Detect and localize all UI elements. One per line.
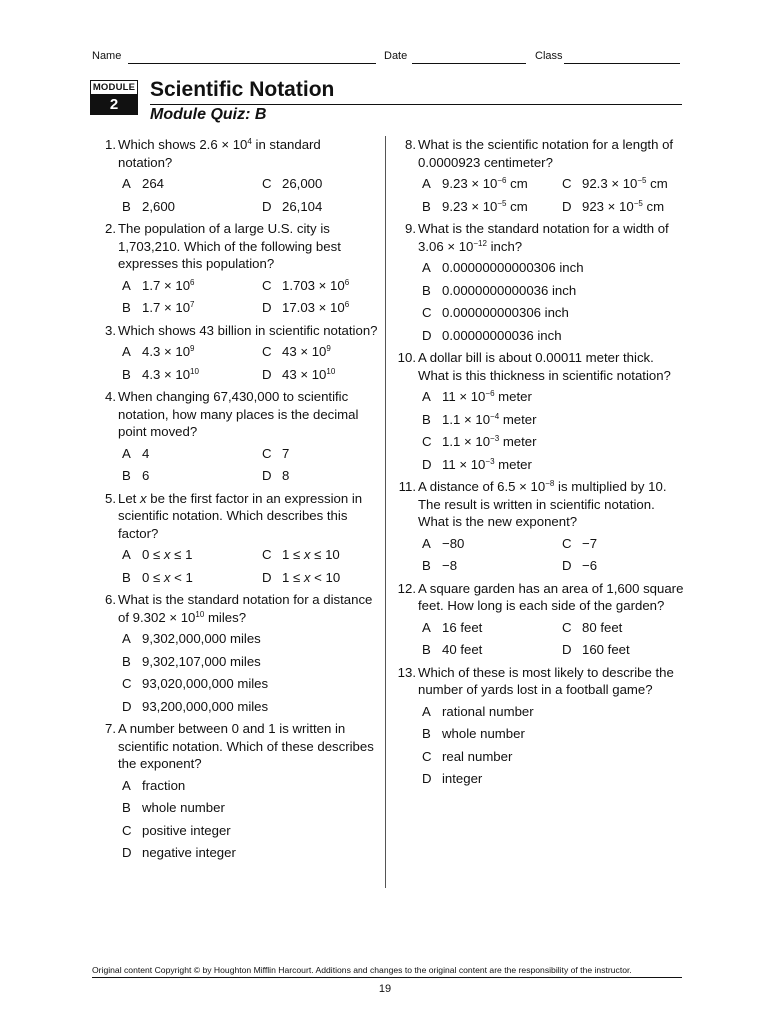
option-text: $1.7 \times 10^6$	[142, 277, 195, 293]
page-number: 19	[378, 983, 392, 995]
option-text: 93,020,000,000 miles	[142, 676, 269, 691]
option-text: $4.3 \times 10^9$	[142, 344, 195, 359]
option-letter: C	[262, 547, 272, 562]
option-text: 1 ≤ x < 10	[282, 569, 341, 585]
option-letter: C	[562, 176, 572, 191]
option-letter: C	[122, 676, 132, 691]
answer-option-c[interactable]	[262, 175, 378, 193]
option-text: 26,000	[282, 176, 323, 191]
option-letter: D	[562, 558, 572, 573]
option-letter: A	[122, 777, 131, 793]
option-letter: A	[422, 535, 431, 551]
answer-option-d[interactable]	[122, 698, 378, 716]
option-text: whole number	[142, 800, 225, 815]
option-text: 1 ≤ x ≤ 10	[282, 547, 340, 562]
option-text: $4.3 \times 10^{10}$	[142, 366, 199, 382]
answer-options	[118, 630, 378, 715]
copyright-footer: Original content Copyright © by Houghton Mifflin Harcourt. Additions and changes to the original content are the responsibility of the instructor.	[92, 965, 632, 975]
answer-options	[418, 388, 686, 473]
option-text: $1.1 \times 10^{-4}$ meter	[442, 411, 537, 427]
option-text: whole number	[442, 726, 525, 741]
option-letter: B	[422, 558, 431, 573]
option-text: 93,200,000,000 miles	[142, 698, 269, 714]
option-text: positive integer	[142, 822, 231, 838]
answer-option-b[interactable]	[122, 366, 262, 384]
name-line[interactable]	[128, 63, 376, 64]
answer-option-b[interactable]	[422, 557, 562, 575]
option-text: 9,302,107,000 miles	[142, 653, 261, 669]
question-number: 12.	[397, 580, 416, 596]
option-text: real number	[442, 748, 513, 764]
option-letter: A	[122, 277, 131, 293]
option-letter: B	[422, 282, 431, 298]
answer-option-a[interactable]	[422, 388, 686, 406]
answer-option-a[interactable]	[122, 546, 262, 564]
option-text: $17.03 \times 10^6$	[282, 300, 350, 315]
class-label: Class	[535, 50, 563, 62]
question-number: 7.	[105, 721, 116, 736]
option-letter: B	[122, 300, 131, 315]
class-line[interactable]	[564, 63, 680, 64]
answer-option-b[interactable]	[422, 725, 686, 743]
answer-option-c[interactable]	[262, 546, 378, 564]
option-text: 4	[142, 445, 150, 461]
title-rule	[150, 104, 682, 105]
question-text: A number between 0 and 1 is written in scientific notation. Which of these describes the exponent?	[118, 721, 374, 771]
answer-option-a[interactable]	[122, 175, 262, 193]
option-text: 0.00000000036 inch	[442, 327, 562, 343]
option-letter: D	[422, 456, 432, 472]
question-3	[96, 322, 378, 384]
answer-option-d[interactable]	[562, 557, 686, 575]
question-text: A dollar bill is about 0.00011 meter thick. What is this thickness in scientific notation?	[418, 350, 671, 383]
option-text: 40 feet	[442, 642, 483, 657]
option-letter: D	[262, 366, 272, 382]
question-text: When changing 67,430,000 to scientific notation, how many places is the decimal point moved?	[118, 389, 359, 439]
option-letter: B	[122, 569, 131, 585]
answer-option-c[interactable]	[562, 535, 686, 553]
question-number: 3.	[105, 322, 116, 338]
question-number: 4.	[105, 389, 116, 404]
option-letter: D	[122, 698, 132, 714]
answer-option-a[interactable]	[122, 630, 378, 648]
page-subtitle: Module Quiz: B	[150, 106, 267, 123]
option-text: $43 \times 10^9$	[282, 344, 331, 359]
answer-option-b[interactable]	[122, 653, 378, 671]
option-text: 0.0000000000036 inch	[442, 282, 577, 298]
option-letter: D	[262, 468, 272, 483]
option-text: 6	[142, 468, 150, 483]
answer-option-d[interactable]	[262, 366, 378, 384]
option-letter: C	[262, 344, 272, 359]
option-text: $1.1 \times 10^{-3}$ meter	[442, 434, 537, 449]
question-text: Which shows 43 billion in scientific notation?	[118, 322, 378, 338]
option-letter: A	[122, 631, 131, 646]
option-letter: C	[562, 535, 572, 551]
option-text: fraction	[142, 777, 186, 793]
option-letter: C	[422, 748, 432, 764]
answer-option-b[interactable]	[122, 467, 262, 485]
answer-option-b[interactable]	[122, 569, 262, 587]
option-text: $9.23 \times 10^{-6}$ cm	[442, 176, 528, 191]
left-column	[96, 136, 378, 867]
answer-options	[118, 175, 378, 215]
option-letter: A	[422, 176, 431, 191]
question-number: 5.	[105, 490, 116, 506]
question-number: 2.	[105, 221, 116, 236]
answer-option-d[interactable]	[262, 467, 378, 485]
option-letter: D	[262, 300, 272, 315]
question-6	[96, 591, 378, 715]
option-text: 264	[142, 176, 165, 191]
question-number: 9.	[405, 221, 416, 236]
answer-option-a[interactable]	[122, 445, 262, 463]
answer-option-c[interactable]	[562, 619, 686, 637]
option-letter: B	[122, 198, 131, 214]
option-letter: D	[562, 198, 572, 214]
option-text: integer	[442, 771, 483, 786]
option-letter: A	[422, 703, 431, 719]
option-text: 16 feet	[442, 619, 483, 635]
answer-option-d[interactable]	[422, 327, 686, 345]
question-text: A distance of $6.5 \times 10^{-8}$ is multiplied by 10. The result is written in scientific notation. What is the new exponent?	[418, 479, 667, 529]
option-letter: A	[122, 445, 131, 461]
question-number: 11.	[398, 479, 416, 494]
option-letter: B	[122, 800, 131, 815]
answer-option-c[interactable]	[122, 675, 378, 693]
option-text: $1.703 \times 10^6$	[282, 277, 350, 293]
module-label: MODULE	[90, 80, 138, 95]
option-letter: B	[122, 653, 131, 669]
answer-option-a[interactable]	[422, 703, 686, 721]
option-text: 0 ≤ x ≤ 1	[142, 547, 193, 562]
answer-option-b[interactable]	[422, 411, 686, 429]
option-letter: B	[422, 642, 431, 657]
question-number: 1.	[105, 137, 116, 152]
option-text: $92.3 \times 10^{-5}$ cm	[582, 176, 668, 191]
option-text: 160 feet	[582, 642, 630, 657]
question-1	[96, 136, 378, 215]
option-letter: B	[422, 726, 431, 741]
option-letter: A	[122, 176, 131, 191]
answer-options	[118, 277, 378, 317]
option-letter: C	[262, 277, 272, 293]
option-text: 0.000000000306 inch	[442, 305, 569, 320]
option-text: rational number	[442, 703, 534, 719]
answer-option-d[interactable]	[422, 456, 686, 474]
question-12	[396, 580, 686, 659]
question-8	[396, 136, 686, 215]
answer-option-b[interactable]	[122, 198, 262, 216]
answer-option-d[interactable]	[262, 198, 378, 216]
answer-option-c[interactable]	[562, 175, 686, 193]
answer-options	[418, 619, 686, 659]
answer-options	[418, 703, 686, 788]
module-badge	[90, 80, 138, 118]
answer-options	[118, 777, 378, 862]
answer-option-d[interactable]	[562, 198, 686, 216]
option-text: 80 feet	[582, 619, 623, 635]
option-letter: D	[122, 845, 132, 860]
option-text: −80	[442, 535, 465, 551]
option-text: 26,104	[282, 198, 323, 214]
name-label: Name	[92, 50, 122, 62]
option-letter: C	[262, 445, 272, 461]
page-title: Scientific Notation	[150, 78, 335, 101]
answer-option-a[interactable]	[422, 619, 562, 637]
option-text: 8	[282, 468, 290, 483]
question-number: 6.	[105, 592, 116, 607]
option-text: 0.00000000000306 inch	[442, 260, 584, 275]
option-letter: C	[422, 305, 432, 320]
option-letter: C	[422, 434, 432, 449]
question-10	[396, 349, 686, 473]
question-text: What is the standard notation for a distance of $9.302 \times 10^{10}$ miles?	[118, 592, 373, 625]
question-4	[96, 388, 378, 485]
date-line[interactable]	[412, 63, 526, 64]
answer-options	[118, 343, 378, 383]
answer-options	[418, 535, 686, 575]
option-text: $11 \times 10^{-3}$ meter	[442, 456, 532, 472]
option-letter: C	[122, 822, 132, 838]
option-text: $923 \times 10^{-5}$ cm	[582, 198, 665, 214]
right-column	[396, 136, 686, 793]
option-letter: A	[122, 547, 131, 562]
option-letter: A	[422, 619, 431, 635]
answer-option-b[interactable]	[122, 299, 262, 317]
question-number: 10.	[397, 350, 416, 365]
option-text: 9,302,000,000 miles	[142, 631, 261, 646]
option-letter: D	[562, 642, 572, 657]
question-9	[396, 220, 686, 344]
question-5	[96, 490, 378, 587]
option-letter: B	[422, 198, 431, 214]
question-7	[96, 720, 378, 862]
question-2	[96, 220, 378, 317]
answer-option-a[interactable]	[122, 777, 378, 795]
option-text: −8	[442, 558, 458, 573]
option-letter: D	[422, 771, 432, 786]
option-text: −6	[582, 558, 598, 573]
option-letter: A	[122, 344, 131, 359]
column-divider	[385, 136, 386, 888]
answer-option-b[interactable]	[422, 198, 562, 216]
option-text: 0 ≤ x < 1	[142, 569, 193, 585]
footer-rule	[92, 977, 682, 978]
option-text: negative integer	[142, 845, 236, 860]
answer-option-c[interactable]	[422, 433, 686, 451]
question-text: The population of a large U.S. city is 1,703,210. Which of the following best expresses this population?	[118, 221, 341, 271]
option-letter: D	[422, 327, 432, 343]
answer-option-a[interactable]	[122, 277, 262, 295]
answer-option-d[interactable]	[562, 641, 686, 659]
answer-option-c[interactable]	[262, 445, 378, 463]
option-letter: C	[562, 619, 572, 635]
answer-option-d[interactable]	[122, 844, 378, 862]
question-number: 13.	[397, 664, 416, 680]
option-letter: D	[262, 569, 272, 585]
answer-option-d[interactable]	[262, 299, 378, 317]
answer-option-a[interactable]	[122, 343, 262, 361]
question-text: What is the standard notation for a width of $3.06 \times 10^{-12}$ inch?	[418, 221, 669, 254]
option-text: $11 \times 10^{-6}$ meter	[442, 389, 532, 404]
module-number: 2	[90, 95, 138, 115]
answer-option-b[interactable]	[422, 282, 686, 300]
answer-option-c[interactable]	[262, 277, 378, 295]
answer-option-b[interactable]	[422, 641, 562, 659]
answer-option-a[interactable]	[422, 535, 562, 553]
question-text: A square garden has an area of 1,600 square feet. How long is each side of the garden?	[418, 580, 684, 613]
option-letter: D	[262, 198, 272, 214]
answer-options	[418, 259, 686, 344]
answer-option-d[interactable]	[422, 770, 686, 788]
answer-option-b[interactable]	[122, 799, 378, 817]
answer-option-c[interactable]	[122, 822, 378, 840]
student-info-header	[92, 50, 682, 68]
option-letter: C	[262, 176, 272, 191]
answer-option-c[interactable]	[422, 304, 686, 322]
question-text: What is the scientific notation for a length of 0.0000923 centimeter?	[418, 137, 674, 170]
answer-options	[118, 445, 378, 485]
answer-options	[418, 175, 686, 215]
option-text: $1.7 \times 10^7$	[142, 300, 195, 315]
question-11	[396, 478, 686, 575]
answer-option-c[interactable]	[422, 748, 686, 766]
option-letter: B	[122, 468, 131, 483]
question-text: Which of these is most likely to describe the number of yards lost in a football game?	[418, 664, 674, 697]
date-label: Date	[384, 50, 408, 62]
answer-option-a[interactable]	[422, 259, 686, 277]
question-text: Which shows $2.6 \times 10^4$ in standard notation?	[118, 137, 321, 170]
option-text: −7	[582, 535, 598, 551]
option-letter: B	[422, 411, 431, 427]
option-letter: A	[422, 389, 431, 404]
option-letter: B	[122, 366, 131, 382]
answer-options	[118, 546, 378, 586]
option-text: $9.23 \times 10^{-5}$ cm	[442, 198, 528, 214]
question-text: Let x be the first factor in an expression in scientific notation. Which describes this factor?	[118, 490, 363, 541]
answer-option-c[interactable]	[262, 343, 378, 361]
option-text: $43 \times 10^{10}$	[282, 366, 336, 382]
option-letter: A	[422, 260, 431, 275]
question-13	[396, 664, 686, 788]
answer-option-a[interactable]	[422, 175, 562, 193]
option-text: 2,600	[142, 198, 176, 214]
answer-option-d[interactable]	[262, 569, 378, 587]
question-number: 8.	[405, 137, 416, 152]
option-text: 7	[282, 445, 290, 461]
